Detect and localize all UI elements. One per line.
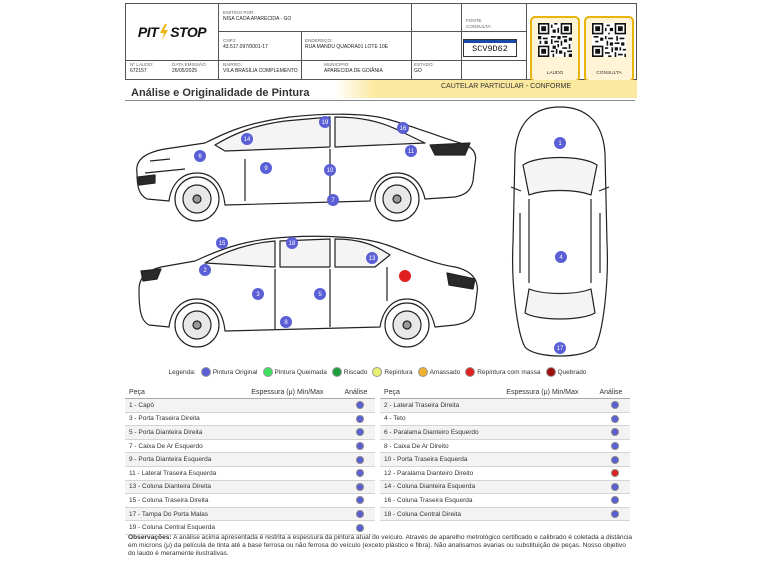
cnpj: CNPJ: 43.517.097/0001-17 bbox=[223, 38, 268, 50]
status-dot bbox=[611, 496, 619, 504]
legend-item bbox=[332, 367, 367, 377]
marker-17 bbox=[554, 342, 566, 354]
svg-text:17: 17 bbox=[556, 346, 564, 352]
marker-6 bbox=[194, 150, 206, 162]
analysis-cell bbox=[600, 510, 630, 518]
analysis-cell bbox=[345, 415, 375, 423]
status-dot bbox=[611, 483, 619, 491]
qr-code-icon bbox=[592, 23, 626, 57]
marker-15 bbox=[216, 237, 228, 249]
estado: ESTADO: GO bbox=[414, 62, 434, 74]
part-name: 8 - Caixa De Ar Direito bbox=[384, 442, 449, 450]
plate-number: SCV9D62 bbox=[472, 44, 508, 54]
part-name: 15 - Coluna Traseira Direita bbox=[129, 496, 209, 504]
table-row bbox=[380, 453, 630, 467]
marker-8 bbox=[280, 316, 292, 328]
svg-text:13: 13 bbox=[368, 256, 376, 262]
table-row bbox=[380, 426, 630, 440]
analysis-cell bbox=[600, 483, 630, 491]
table-right-column bbox=[380, 386, 630, 521]
status-dot bbox=[356, 469, 364, 477]
table-row bbox=[125, 440, 375, 454]
legend-color-dot bbox=[465, 367, 475, 377]
legend-color-dot bbox=[201, 367, 211, 377]
table-left-column bbox=[125, 386, 375, 535]
marker-16 bbox=[397, 122, 409, 134]
svg-text:14: 14 bbox=[243, 137, 251, 143]
legend-item bbox=[546, 367, 587, 377]
table-row bbox=[380, 440, 630, 454]
svg-text:9: 9 bbox=[264, 166, 268, 172]
bolt-icon bbox=[159, 24, 169, 40]
status-dot bbox=[356, 456, 364, 464]
legend-color-dot bbox=[546, 367, 556, 377]
svg-text:18: 18 bbox=[288, 241, 296, 247]
analysis-cell bbox=[345, 401, 375, 409]
part-name: 14 - Coluna Dianteira Esquerda bbox=[384, 483, 476, 491]
table-row bbox=[380, 413, 630, 427]
svg-text:6: 6 bbox=[198, 154, 202, 160]
part-name: 10 - Porta Traseira Esquerda bbox=[384, 456, 468, 464]
legend-label: Pintura Original bbox=[212, 368, 258, 376]
analysis-cell bbox=[345, 510, 375, 518]
observations-text: A análise acima apresentada é restrita a espessura da pintura atual do veículo. Através de aparelho metrológico certificado e calibrado é coletada a distância em microns (μ) da película de tinta até a base ferrosa ou não ferrosa do veículo (exceto plástico e fibra). Não analisamos avarias ou substituição de peças. Nosso objetivo do laudo é meramente ilustrativas. bbox=[128, 534, 633, 558]
status-dot bbox=[356, 401, 364, 409]
status-dot bbox=[611, 415, 619, 423]
endereco: ENDEREÇO: RUA MANDU QUADRA01 LOTE 10E bbox=[305, 38, 389, 50]
svg-text:1: 1 bbox=[558, 141, 562, 147]
car-diagram bbox=[125, 103, 635, 363]
legend-label: Pintura Queimada bbox=[274, 368, 327, 376]
status-dot bbox=[611, 428, 619, 436]
paint-markers bbox=[194, 116, 567, 354]
status-dot bbox=[611, 442, 619, 450]
qr-consulta[interactable] bbox=[584, 16, 634, 82]
car-left-side-view bbox=[137, 114, 476, 221]
svg-text:5: 5 bbox=[318, 292, 322, 298]
legend-title: Legenda: bbox=[168, 368, 196, 376]
marker-10 bbox=[324, 164, 336, 176]
table-row bbox=[125, 426, 375, 440]
svg-text:10: 10 bbox=[326, 168, 334, 174]
legend-color-dot bbox=[418, 367, 428, 377]
marker-4 bbox=[555, 251, 567, 263]
part-name: 7 - Caixa De Ar Esquerdo bbox=[129, 442, 203, 450]
table-row bbox=[125, 494, 375, 508]
status-dot bbox=[356, 496, 364, 504]
marker-19 bbox=[319, 116, 331, 128]
svg-text:11: 11 bbox=[407, 149, 415, 155]
qr-laudo[interactable] bbox=[530, 16, 580, 82]
status-dot bbox=[356, 442, 364, 450]
analysis-cell bbox=[600, 469, 630, 477]
part-name: 13 - Coluna Dianteira Direita bbox=[129, 483, 212, 491]
table-header: Peça Espessura (μ) Min/Max Análise bbox=[125, 386, 375, 399]
svg-text:15: 15 bbox=[218, 241, 226, 247]
observations bbox=[128, 534, 633, 559]
marker-1 bbox=[554, 137, 566, 149]
svg-text:16: 16 bbox=[399, 126, 407, 132]
table-row bbox=[125, 467, 375, 481]
data-emissao: DATA EMISSÃO: 26/05/2025 bbox=[172, 62, 207, 74]
part-name: 3 - Porta Traseira Direita bbox=[129, 415, 200, 423]
status-dot bbox=[356, 415, 364, 423]
analysis-cell bbox=[345, 496, 375, 504]
analysis-cell bbox=[600, 428, 630, 436]
analysis-cell bbox=[345, 469, 375, 477]
pit-stop-logo bbox=[126, 4, 219, 60]
analysis-cell bbox=[345, 524, 375, 532]
municipio: MUNICÍPIO: APARECIDA DE GOIÂNIA bbox=[324, 62, 383, 74]
part-name: 6 - Paralama Dianteiro Esquerdo bbox=[384, 428, 479, 436]
table-row bbox=[380, 481, 630, 495]
status-dot bbox=[611, 469, 619, 477]
table-row bbox=[125, 399, 375, 413]
qr-consulta-label: CONSULTA bbox=[596, 71, 622, 76]
table-row bbox=[125, 413, 375, 427]
legend-item bbox=[263, 367, 327, 377]
marker-3 bbox=[252, 288, 264, 300]
qr-code-icon bbox=[538, 23, 572, 57]
legend-color-dot bbox=[332, 367, 342, 377]
analysis-cell bbox=[600, 496, 630, 504]
qr-laudo-label: LAUDO bbox=[546, 71, 564, 76]
svg-text:8: 8 bbox=[284, 320, 288, 326]
part-name: 11 - Lateral Traseira Esquerda bbox=[129, 469, 217, 477]
part-name: 12 - Paralama Dianteiro Direito bbox=[384, 469, 474, 477]
table-row bbox=[125, 481, 375, 495]
part-name: 5 - Porta Dianteira Direita bbox=[129, 428, 203, 436]
legend-label: Amassado bbox=[429, 368, 461, 376]
part-name: 9 - Porta Dianteira Esquerda bbox=[129, 456, 212, 464]
part-name: 16 - Coluna Traseira Esquerda bbox=[384, 496, 473, 504]
status-dot bbox=[611, 401, 619, 409]
table-row bbox=[380, 467, 630, 481]
marker-12 bbox=[399, 270, 411, 282]
logo-text-left: PIT bbox=[137, 24, 159, 40]
table-row bbox=[380, 399, 630, 413]
analysis-cell bbox=[600, 456, 630, 464]
status-dot bbox=[356, 510, 364, 518]
analysis-cell bbox=[600, 442, 630, 450]
table-row bbox=[380, 508, 630, 522]
analysis-cell bbox=[600, 401, 630, 409]
bairro: BAIRRO: VILA BRASÍLIA COMPLEMENTO bbox=[223, 62, 298, 74]
legend-color-dot bbox=[263, 367, 273, 377]
car-right-side-view bbox=[139, 236, 477, 347]
legend-item bbox=[465, 367, 540, 377]
license-plate bbox=[463, 39, 517, 57]
table-header: Peça Espessura (μ) Min/Max Análise bbox=[380, 386, 630, 399]
status-dot bbox=[356, 483, 364, 491]
svg-text:19: 19 bbox=[321, 120, 329, 126]
marker-13 bbox=[366, 252, 378, 264]
marker-18 bbox=[286, 237, 298, 249]
status-dot bbox=[356, 428, 364, 436]
marker-9 bbox=[260, 162, 272, 174]
legend-item bbox=[418, 367, 461, 377]
status-dot bbox=[611, 510, 619, 518]
emitido-por: EMITIDO POR: NISA CAOA APARECIDA - GO bbox=[223, 10, 292, 22]
analysis-cell bbox=[345, 483, 375, 491]
marker-11 bbox=[405, 145, 417, 157]
table-row bbox=[125, 508, 375, 522]
legend-item bbox=[201, 367, 258, 377]
legend-label: Repintura com massa bbox=[477, 368, 541, 376]
svg-text:7: 7 bbox=[331, 198, 335, 204]
part-name: 19 - Coluna Central Esquerda bbox=[129, 524, 215, 532]
marker-5 bbox=[314, 288, 326, 300]
observations-label: Observações: bbox=[128, 534, 172, 541]
marker-7 bbox=[327, 194, 339, 206]
part-name: 4 - Teto bbox=[384, 415, 406, 423]
legend-label: Riscado bbox=[343, 368, 368, 376]
svg-text:3: 3 bbox=[256, 292, 260, 298]
analysis-cell bbox=[345, 442, 375, 450]
report-page bbox=[120, 0, 640, 570]
analysis-cell bbox=[600, 415, 630, 423]
part-name: 1 - Capô bbox=[129, 401, 154, 409]
marker-14 bbox=[241, 133, 253, 145]
table-row bbox=[380, 494, 630, 508]
logo-text-right: STOP bbox=[170, 24, 207, 40]
section-title: Análise e Originalidade de Pintura bbox=[131, 87, 310, 99]
part-name: 17 - Tampa Do Porta Malas bbox=[129, 510, 208, 518]
fonte-consulta: FONTE CONSULTA: bbox=[466, 18, 492, 29]
part-name: 2 - Lateral Traseira Direita bbox=[384, 401, 460, 409]
marker-2 bbox=[199, 264, 211, 276]
status-dot bbox=[611, 456, 619, 464]
analysis-cell bbox=[345, 456, 375, 464]
legend bbox=[125, 365, 635, 379]
legend-color-dot bbox=[372, 367, 382, 377]
legend-item bbox=[372, 367, 412, 377]
part-name: 18 - Coluna Central Direita bbox=[384, 510, 461, 518]
status-banner-text: CAUTELAR PARTICULAR - CONFORME bbox=[440, 83, 572, 90]
table-row bbox=[125, 453, 375, 467]
analysis-cell bbox=[345, 428, 375, 436]
svg-text:4: 4 bbox=[559, 255, 563, 261]
legend-label: Repintura bbox=[384, 368, 413, 376]
table-row bbox=[125, 521, 375, 535]
numero-laudo: Nº LAUDO: 672157 bbox=[130, 62, 154, 74]
svg-text:2: 2 bbox=[203, 268, 207, 274]
legend-label: Quebrado bbox=[557, 368, 587, 376]
status-dot bbox=[356, 524, 364, 532]
